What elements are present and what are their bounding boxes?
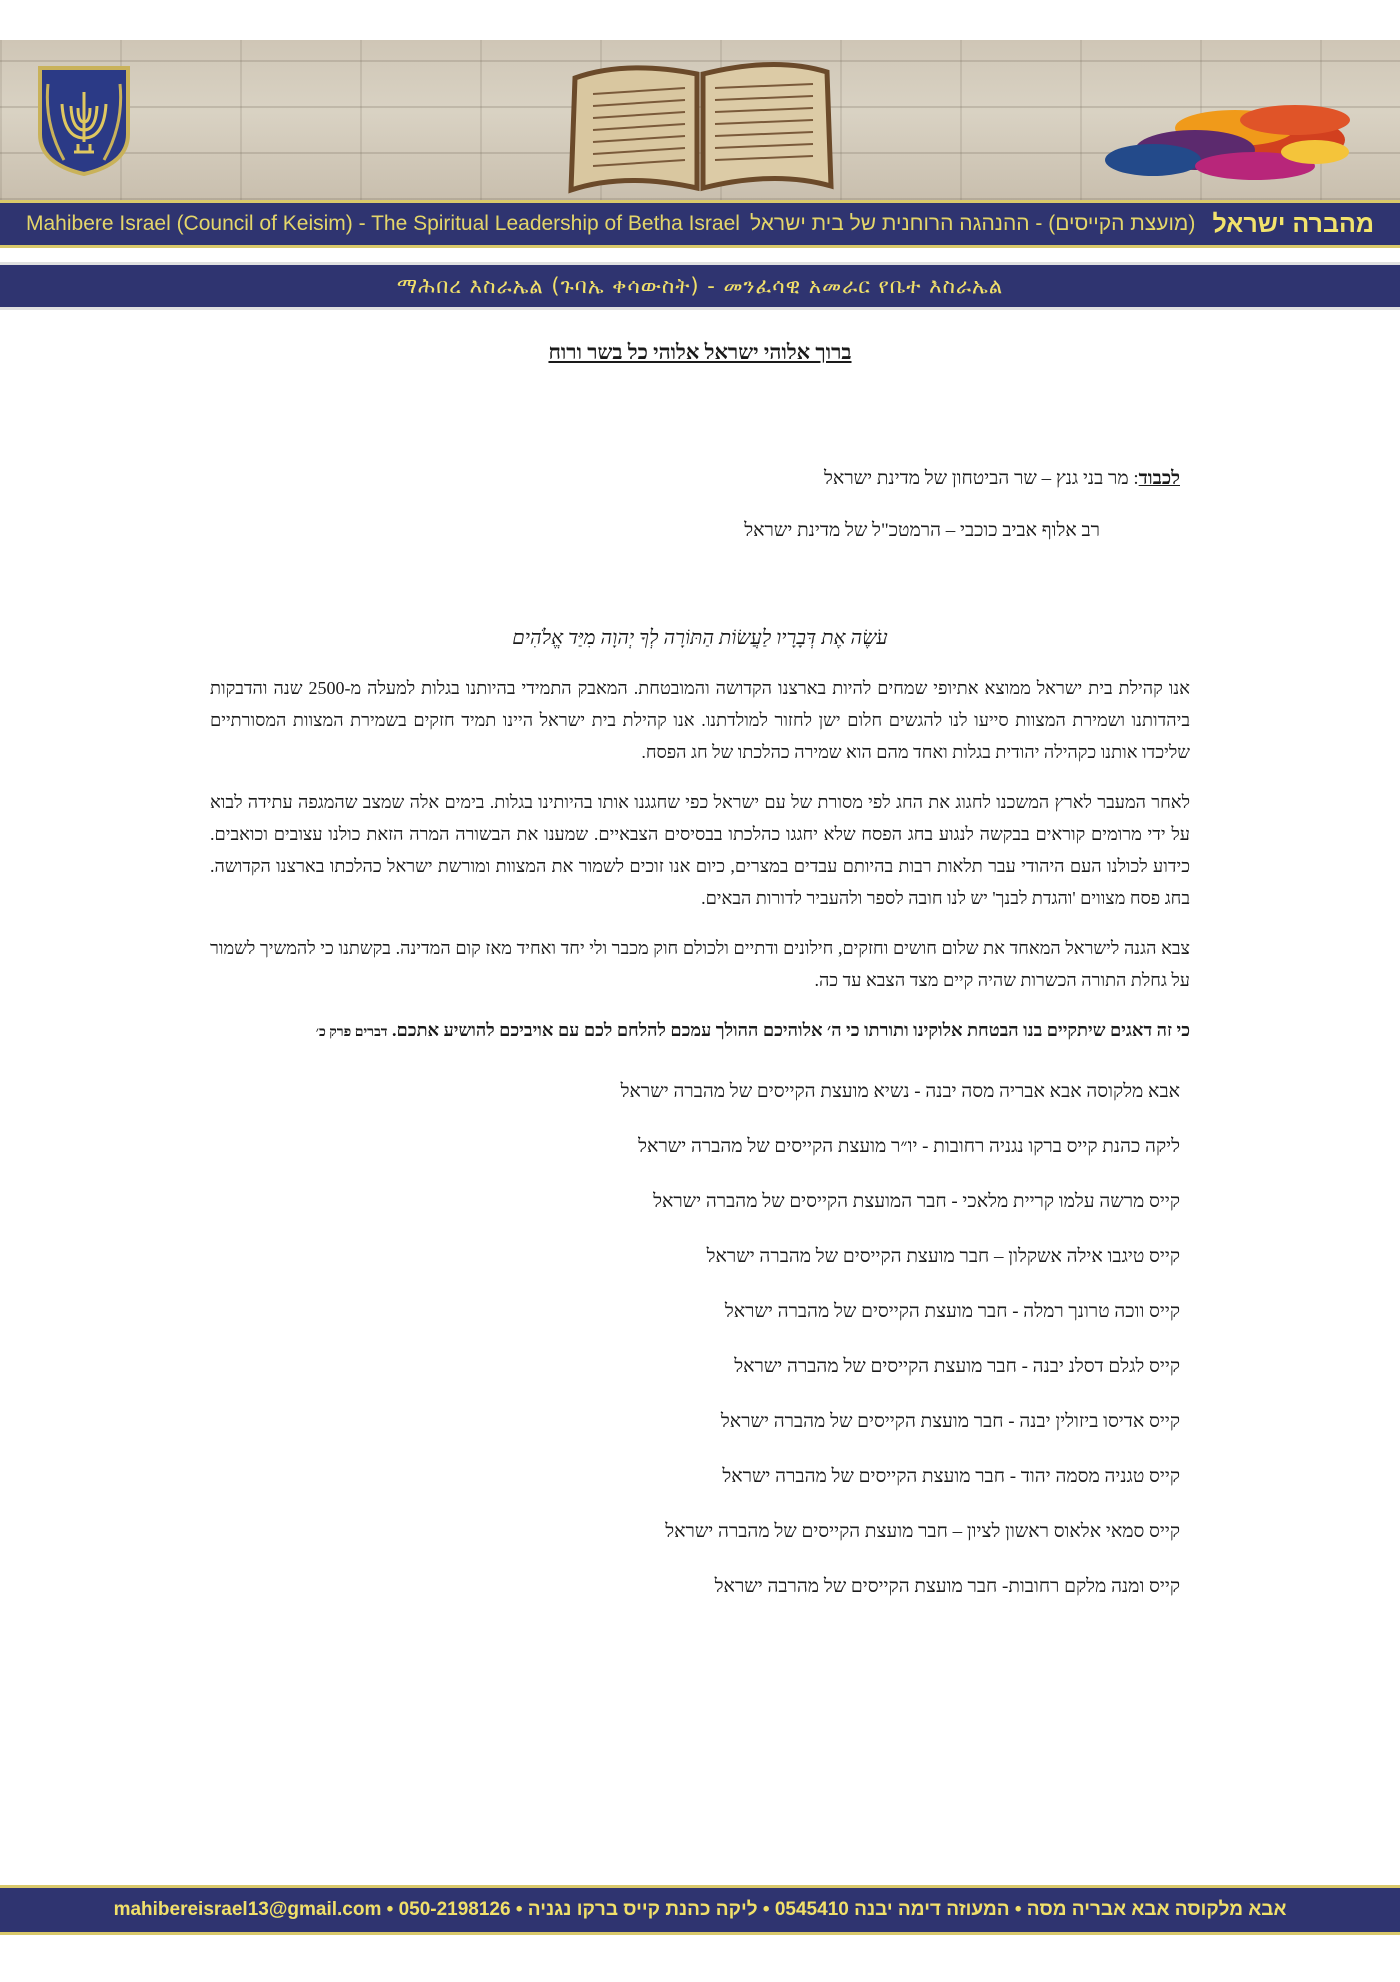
header-banner — [0, 40, 1400, 200]
signatory: קייס טגניה מסמה יהוד - חבר מועצת הקייסים של מהברה ישראל — [722, 1466, 1180, 1487]
organization-title-hebrew: (מועצת הקייסים) - ההנהגה הרוחנית של בית ישראל — [749, 212, 1196, 235]
closing-blessing — [210, 1014, 1190, 1049]
colorful-baskets-icon — [1095, 80, 1355, 190]
signatory: קייס ומנה מלקם רחובות- חבר מועצת הקייסים של מהרבה ישראל — [714, 1576, 1180, 1597]
footer-contact-text: אבא מלקוסה אבא אבריה מסה • המעוזה דימה יבנה 0545410 • ליקה כהנת קייס ברקו נגניה • 050-2198126 • mahibereisrael13@gmail.com — [113, 1899, 1287, 1920]
signatory: קייס מרשה עלמו קריית מלאכי - חבר המועצת הקייסים של מהברה ישראל — [653, 1191, 1180, 1212]
open-book-icon — [555, 48, 845, 198]
closing-blessing-citation: דברים פרק כ׳ — [315, 1025, 388, 1040]
letter-blessing: ברוך אלוהי ישראל אלוהי כל בשר ורוח — [548, 340, 852, 364]
address-label: לכבוד — [1138, 468, 1180, 489]
menorah-emblem-icon — [34, 64, 134, 176]
signatory: קייס טיגבו אילה אשקלון – חבר מועצת הקייסים של מהברה ישראל — [706, 1246, 1180, 1267]
closing-blessing-text: כי זה דאגים שיתקיים בנו הבטחת אלוקינו ותורתו כי ה׳ אלוהיכם ההולך עמכם להלחם לכם עם אויביכם להושיע אתכם. — [392, 1020, 1190, 1040]
footer-contact-bar — [0, 1885, 1400, 1935]
organization-title-bar — [0, 200, 1400, 248]
letter-address — [210, 463, 1190, 547]
paragraph-3: צבא הגנה לישראל המאחד את שלום חושים וחזקים, חילונים ודתיים ולכולם חוק מכבר ולי יחד ואחיד מאז קום המדינה. בקשתנו כי להמשיך לשמור על גחלת התורה הכשרות שהיה קיים מצד הצבא עד כה. — [210, 938, 1190, 990]
organization-subtitle-bar — [0, 262, 1400, 310]
letter-body — [210, 330, 1190, 1627]
signatories-list — [210, 1077, 1190, 1602]
organization-title-english: Mahibere Israel (Council of Keisim) - The Spiritual Leadership of Betha Israel — [26, 212, 740, 235]
signatory: קייס אדיסו ביזולין יבנה - חבר מועצת הקייסים של מהברה ישראל — [720, 1411, 1180, 1432]
signatory: ליקה כהנת קייס ברקו נגניה רחובות - יו״ר מועצת הקייסים של מהברה ישראל — [638, 1136, 1180, 1157]
address-recipient-2: רב אלוף אביב כוכבי – הרמטכ"ל של מדינת ישראל — [744, 520, 1100, 541]
organization-title-amharic: ማሕበረ እስራኤል (ጉባኤ ቀሳውስት) - መንፈሳዊ አመራር የቤተ እስራኤል — [396, 273, 1004, 298]
paragraph-2: לאחר המעבר לארץ המשכנו לחגוג את החג לפי מסורת של עם ישראל כפי שחגגנו אותו בהיותינו בגלות. בימים אלה שמצב שהמגפה עתידה לבוא על ידי מרומים קוראים בבקשה לנגוע בחג הפסח שלא יחגגו כהלכתו בבסיסים הצבאיים. שמענו את הבשורה המרה הזאת כולנו עצובים וכואבים. כידוע לכולנו העם היהודי עבר תלאות רבות בהיותם עבדים במצרים, כיום אנו זוכים לשמור את המצוות ומורשת ישראל כהלכתו בארצנו הקדושה. בחג פסח מצווים 'והגדת לבנך' יש לנו חובה לספר ולהעביר לדורות הבאים. — [210, 792, 1190, 908]
signatory: אבא מלקוסה אבא אבריה מסה יבנה - נשיא מועצת הקייסים של מהברה ישראל — [620, 1081, 1180, 1102]
signatory: קייס סמאי אלאוס ראשון לציון – חבר מועצת הקייסים של מהברה ישראל — [665, 1521, 1180, 1542]
organization-name-hebrew: מהברה ישראל — [1212, 209, 1374, 238]
address-recipient-1: : מר בני גנץ – שר הביטחון של מדינת ישראל — [824, 468, 1139, 489]
signatory: קייס ווכה טרונך רמלה - חבר מועצת הקייסים של מהברה ישראל — [724, 1301, 1180, 1322]
signatory: קייס לגלם דסלנ יבנה - חבר מועצת הקייסים של מהברה ישראל — [734, 1356, 1180, 1377]
opening-verse: עֹשֶׂה אֶת דְּבָרָיו לַעֲשׂוֹת הַתּוֹרָה לְךָ יְהוָה מִיַּד אֱלֹהִים — [512, 627, 888, 649]
paragraph-1: אנו קהילת בית ישראל ממוצא אתיופי שמחים להיות בארצנו הקדושה והמובטחת. המאבק התמידי בהיותנו בגלות למעלה מ-2500 שנה והדבקות ביהדותנו ושמירת המצוות סייעו לנו להגשים חלום ישן לחזור למולדתנו. אנו קהילת בית ישראל היינו תמיד חזקים בשמירת המצוות המסורתיים שליכדו אותנו כקהילה יהודית בגלות ואחד מהם הוא שמירה כהלכתו של חג הפסח. — [210, 678, 1190, 762]
